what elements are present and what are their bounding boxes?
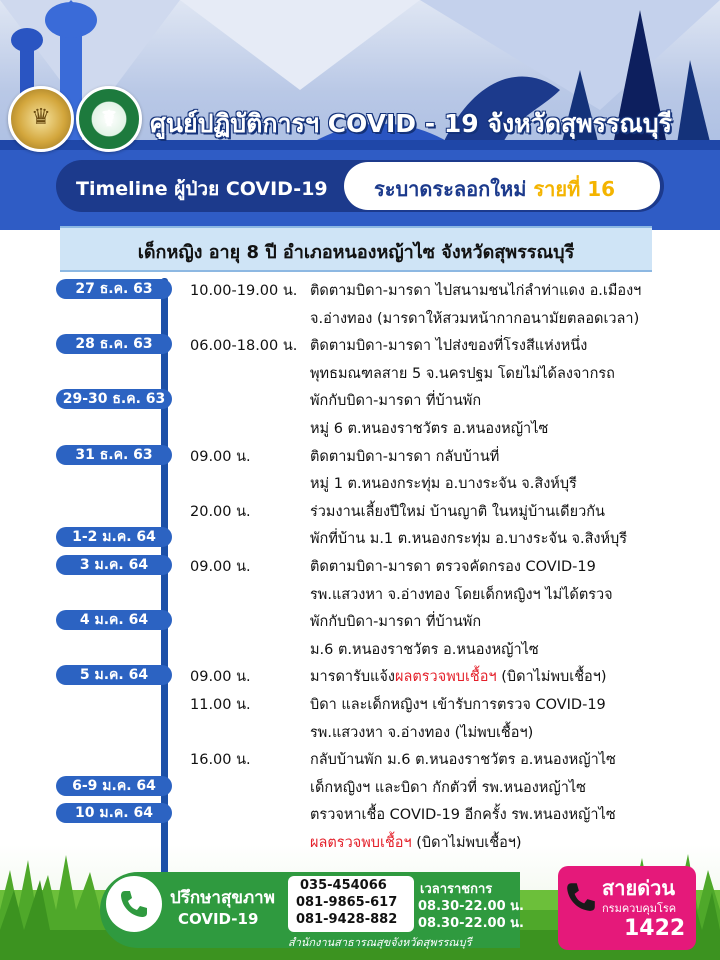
hotline-title: สายด่วน [602,876,676,900]
timeline-event [310,638,539,661]
event-text: ร่วมงานเลี้ยงปีใหม่ บ้านญาติ ในหมู่บ้านเดียวกัน [310,504,605,520]
event-text: ติดตามบิดา-มารดา กลับบ้านที่ [310,449,500,465]
timeline-event [310,279,641,302]
timeline-time: 09.00 น. [190,559,251,575]
ministry-of-public-health-logo: ☤ [76,86,142,152]
page-title: ศูนย์ปฏิบัติการฯ COVID - 19 จังหวัดสุพรรณบุรี [150,109,673,138]
timeline-event [310,307,639,330]
timeline-time: 20.00 น. [190,504,251,520]
phone-icon [106,876,162,932]
health-office-name: สำนักงานสาธารณสุขจังหวัดสุพรรณบุรี [288,936,472,949]
timeline-event [310,803,616,826]
timeline-date: 4 ม.ค. 64 [56,610,172,630]
case-number: รายที่ 16 [533,177,616,201]
timeline-date: 27 ธ.ค. 63 [56,279,172,299]
phone-number-1[interactable]: 035-454066 [300,878,387,893]
timeline-date: 1-2 ม.ค. 64 [56,527,172,547]
office-hours-1: 08.30-22.00 น. [418,899,524,914]
event-note: (บิดาไม่พบเชื้อฯ) [411,835,522,851]
timeline-event [310,665,607,688]
timeline-date: 3 ม.ค. 64 [56,555,172,575]
timeline-event [310,555,596,578]
event-text: กลับบ้านพัก ม.6 ต.หนองราชวัตร อ.หนองหญ้าไซ [310,752,616,768]
office-hours-title: เวลาราชการ [420,882,493,897]
timeline-event [310,472,577,495]
timeline-event [310,583,613,606]
event-text: พุทธมณฑลสาย 5 จ.นครปฐม โดยไม่ได้ลงจากรถ [310,366,615,382]
positive-result-text: ผลตรวจพบเชื้อฯ [310,835,412,851]
timeline-event [310,610,481,633]
event-text: ติดตามบิดา-มารดา ตรวจคัดกรอง COVID-19 [310,559,596,575]
timeline-date: 5 ม.ค. 64 [56,665,172,685]
event-text: เด็กหญิงฯ และบิดา กักตัวที่ รพ.หนองหญ้าไซ [310,780,586,796]
event-text: ม.6 ต.หนองราชวัตร อ.หนองหญ้าไซ [310,642,539,658]
case-description-box [60,226,652,272]
hotline-department: กรมควบคุมโรค [602,902,677,915]
positive-result-text: ผลตรวจพบเชื้อฯ [394,669,497,685]
timeline-event [310,362,615,385]
timeline-event [310,527,627,550]
event-note: (บิดาไม่พบเชื้อฯ) [496,669,607,685]
event-text: หมู่ 1 ต.หนองกระทุ่ม อ.บางระจัน จ.สิงห์บุรี [310,476,577,492]
timeline-event [310,693,606,716]
outbreak-pill [344,162,660,210]
timeline-event [310,417,548,440]
event-text: หมู่ 6 ต.หนองราชวัตร อ.หนองหญ้าไซ [310,421,549,437]
event-text: ติดตามบิดา-มารดา ไปส่งของที่โรงสีแห่งหนึ่ง [310,338,588,354]
timeline-event [310,721,533,744]
consult-title: ปรึกษาสุขภาพ [170,888,275,908]
timeline-time: 09.00 น. [190,669,251,685]
timeline-banner [56,160,664,212]
province-seal-logo: ♛ [8,86,74,152]
timeline-date: 6-9 ม.ค. 64 [56,776,172,796]
consult-subtitle: COVID-19 [178,910,259,928]
timeline-date: 29-30 ธ.ค. 63 [56,389,172,409]
timeline-time: 16.00 น. [190,752,251,768]
event-text: จ.อ่างทอง (มารดาให้สวมหน้ากากอนามัยตลอดเวลา) [310,311,640,327]
event-text: รพ.แสวงหา จ.อ่างทอง (ไม่พบเชื้อฯ) [310,725,534,741]
event-text: บิดา และเด็กหญิงฯ เข้ารับการตรวจ COVID-19 [310,697,606,713]
case-description: เด็กหญิง อายุ 8 ปี อำเภอหนองหญ้าไซ จังหวัดสุพรรณบุรี [137,242,575,263]
phone-number-2[interactable]: 081-9865-617 [296,895,398,910]
event-text: มารดารับแจ้ง [310,669,395,685]
timeline-label: Timeline ผู้ป่วย COVID-19 [76,178,328,200]
timeline-time: 06.00-18.00 น. [190,338,298,354]
outbreak-text [374,173,615,205]
hotline-phone-icon [564,880,598,914]
timeline-event [310,334,587,357]
event-text: พักที่บ้าน ม.1 ต.หนองกระทุ่ม อ.บางระจัน จ.สิงห์บุรี [310,531,628,547]
timeline-time: 09.00 น. [190,449,251,465]
hotline-number[interactable]: 1422 [624,916,686,941]
timeline-event [310,445,499,468]
event-text: รพ.แสวงหา จ.อ่างทอง โดยเด็กหญิงฯ ไม่ได้ตรวจ [310,587,613,603]
timeline-event [310,500,605,523]
event-text: ติดตามบิดา-มารดา ไปสนามชนไก่ลำท่าแดง อ.เมืองฯ [310,283,642,299]
timeline-event [310,389,481,412]
outbreak-label: ระบาดระลอกใหม่ [374,177,527,201]
event-text: พักกับบิดา-มารดา ที่บ้านพัก [310,393,482,409]
phone-number-3[interactable]: 081-9428-882 [296,912,398,927]
timeline-date: 28 ธ.ค. 63 [56,334,172,354]
hotline-box [558,866,696,950]
office-hours-2: 08.30-22.00 น. [418,916,524,931]
event-text: ตรวจหาเชื้อ COVID-19 อีกครั้ง รพ.หนองหญ้าไซ [310,807,616,823]
timeline-time: 11.00 น. [190,697,251,713]
timeline-date: 10 ม.ค. 64 [56,803,172,823]
event-text: พักกับบิดา-มารดา ที่บ้านพัก [310,614,482,630]
timeline-time: 10.00-19.00 น. [190,283,298,299]
timeline-event [310,748,616,771]
timeline-date: 31 ธ.ค. 63 [56,445,172,465]
timeline-event [310,776,586,799]
